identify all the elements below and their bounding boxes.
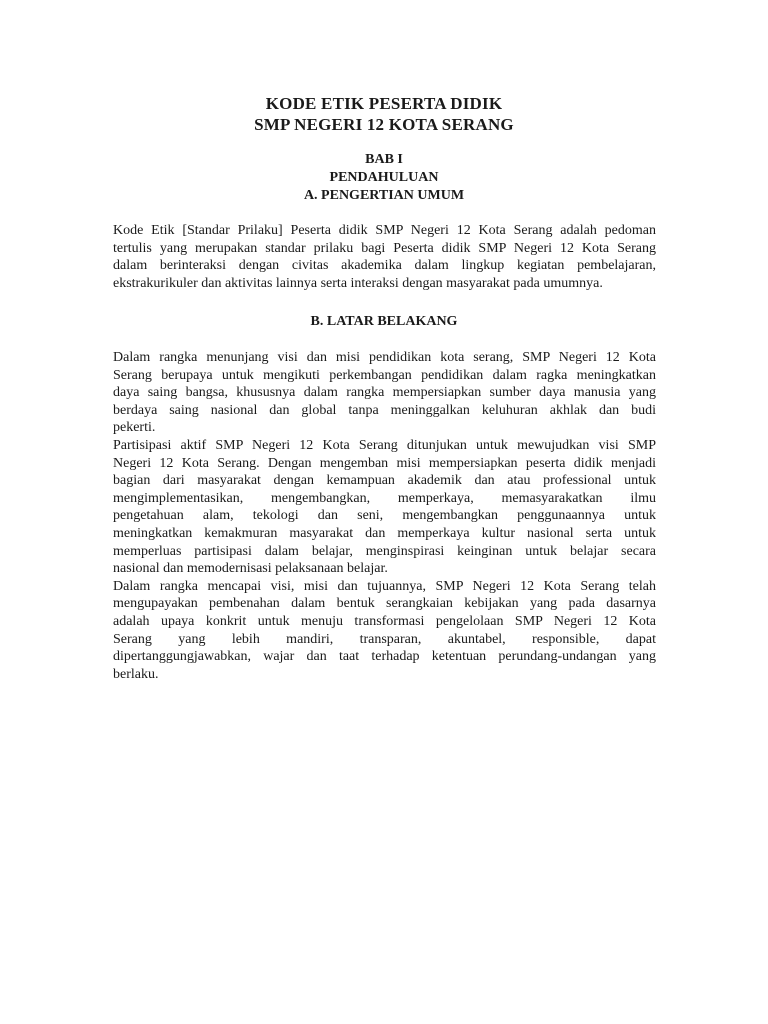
section-b-heading: B. LATAR BELAKANG xyxy=(310,314,458,329)
section-a-paragraph xyxy=(113,222,656,292)
paragraph-line: nasional dan memodernisasi pelaksanaan belajar. xyxy=(113,561,388,577)
document-title-line2: SMP NEGERI 12 KOTA SERANG xyxy=(254,115,514,134)
paragraph-line: Negeri 12 Kota Serang. Dengan mengemban misi mempersiapkan peserta didik menjadi xyxy=(113,455,656,471)
paragraph-line: pengetahuan alam, tekologi dan seni, mengembangkan penggunaannya untuk xyxy=(113,508,656,524)
paragraph-line: mengupayakan pembenahan dalam bentuk serangkaian kebijakan yang pada dasarnya xyxy=(113,596,656,612)
paragraph-line: dipertanggungjawabkan, wajar dan taat terhadap ketentuan perundang-undangan yang xyxy=(113,649,656,665)
document-title-line1: KODE ETIK PESERTA DIDIK xyxy=(265,94,503,113)
paragraph-line: bagian dari masyarakat dengan kemampuan akademik dan atau professional untuk xyxy=(113,473,656,489)
paragraph-line: pekerti. xyxy=(113,420,156,436)
paragraph-line: tertulis yang merupakan standar prilaku bagi Peserta didik SMP Negeri 12 Kota Serang xyxy=(113,240,656,256)
paragraph-line: Dalam rangka mencapai visi, misi dan tujuannya, SMP Negeri 12 Kota Serang telah xyxy=(113,578,656,594)
paragraph-line: berlaku. xyxy=(113,666,159,682)
paragraph-line: meningkatkan kemakmuran masyarakat dan memperkaya kultur nasional serta untuk xyxy=(113,525,656,541)
paragraph-line: daya saing bangsa, khususnya dalam rangka mempersiapkan sumber daya manusia yang xyxy=(113,385,656,401)
paragraph-line: Serang yang lebih mandiri, transparan, akuntabel, responsible, dapat xyxy=(113,631,656,647)
paragraph-line: adalah upaya konkrit untuk menuju transformasi pengelolaan SMP Negeri 12 Kota xyxy=(113,613,656,629)
paragraph-line: mengimplementasikan, mengembangkan, memperkaya, memasyarakatkan ilmu xyxy=(113,490,656,506)
chapter-label: BAB I xyxy=(365,152,403,167)
paragraph-line: ekstrakurikuler dan aktivitas lainnya serta interaksi dengan masyarakat pada umumnya. xyxy=(113,275,603,291)
section-a-heading: A. PENGERTIAN UMUM xyxy=(303,188,465,203)
paragraph-line: berdaya saing nasional dan global tanpa meninggalkan keluhuran akhlak dan budi xyxy=(113,402,656,418)
paragraph-line: Serang berupaya untuk mengikuti perkembangan pendidikan dalam ragka meningkatkan xyxy=(113,367,656,383)
section-b-paragraph xyxy=(113,349,656,683)
paragraph-line: Partisipasi aktif SMP Negeri 12 Kota Serang ditunjukan untuk mewujudkan visi SMP xyxy=(113,437,656,453)
paragraph-line: Kode Etik [Standar Prilaku] Peserta didik SMP Negeri 12 Kota Serang adalah pedoman xyxy=(113,223,656,238)
paragraph-line: memperluas partisipasi dalam belajar, menginspirasi keinginan untuk belajar secara xyxy=(113,543,656,559)
paragraph-line: dalam berinteraksi dengan civitas akademika dalam lingkup kegiatan pembelajaran, xyxy=(113,258,656,274)
paragraph-line: Dalam rangka menunjang visi dan misi pendidikan kota serang, SMP Negeri 12 Kota xyxy=(113,350,656,365)
chapter-title: PENDAHULUAN xyxy=(329,170,439,185)
